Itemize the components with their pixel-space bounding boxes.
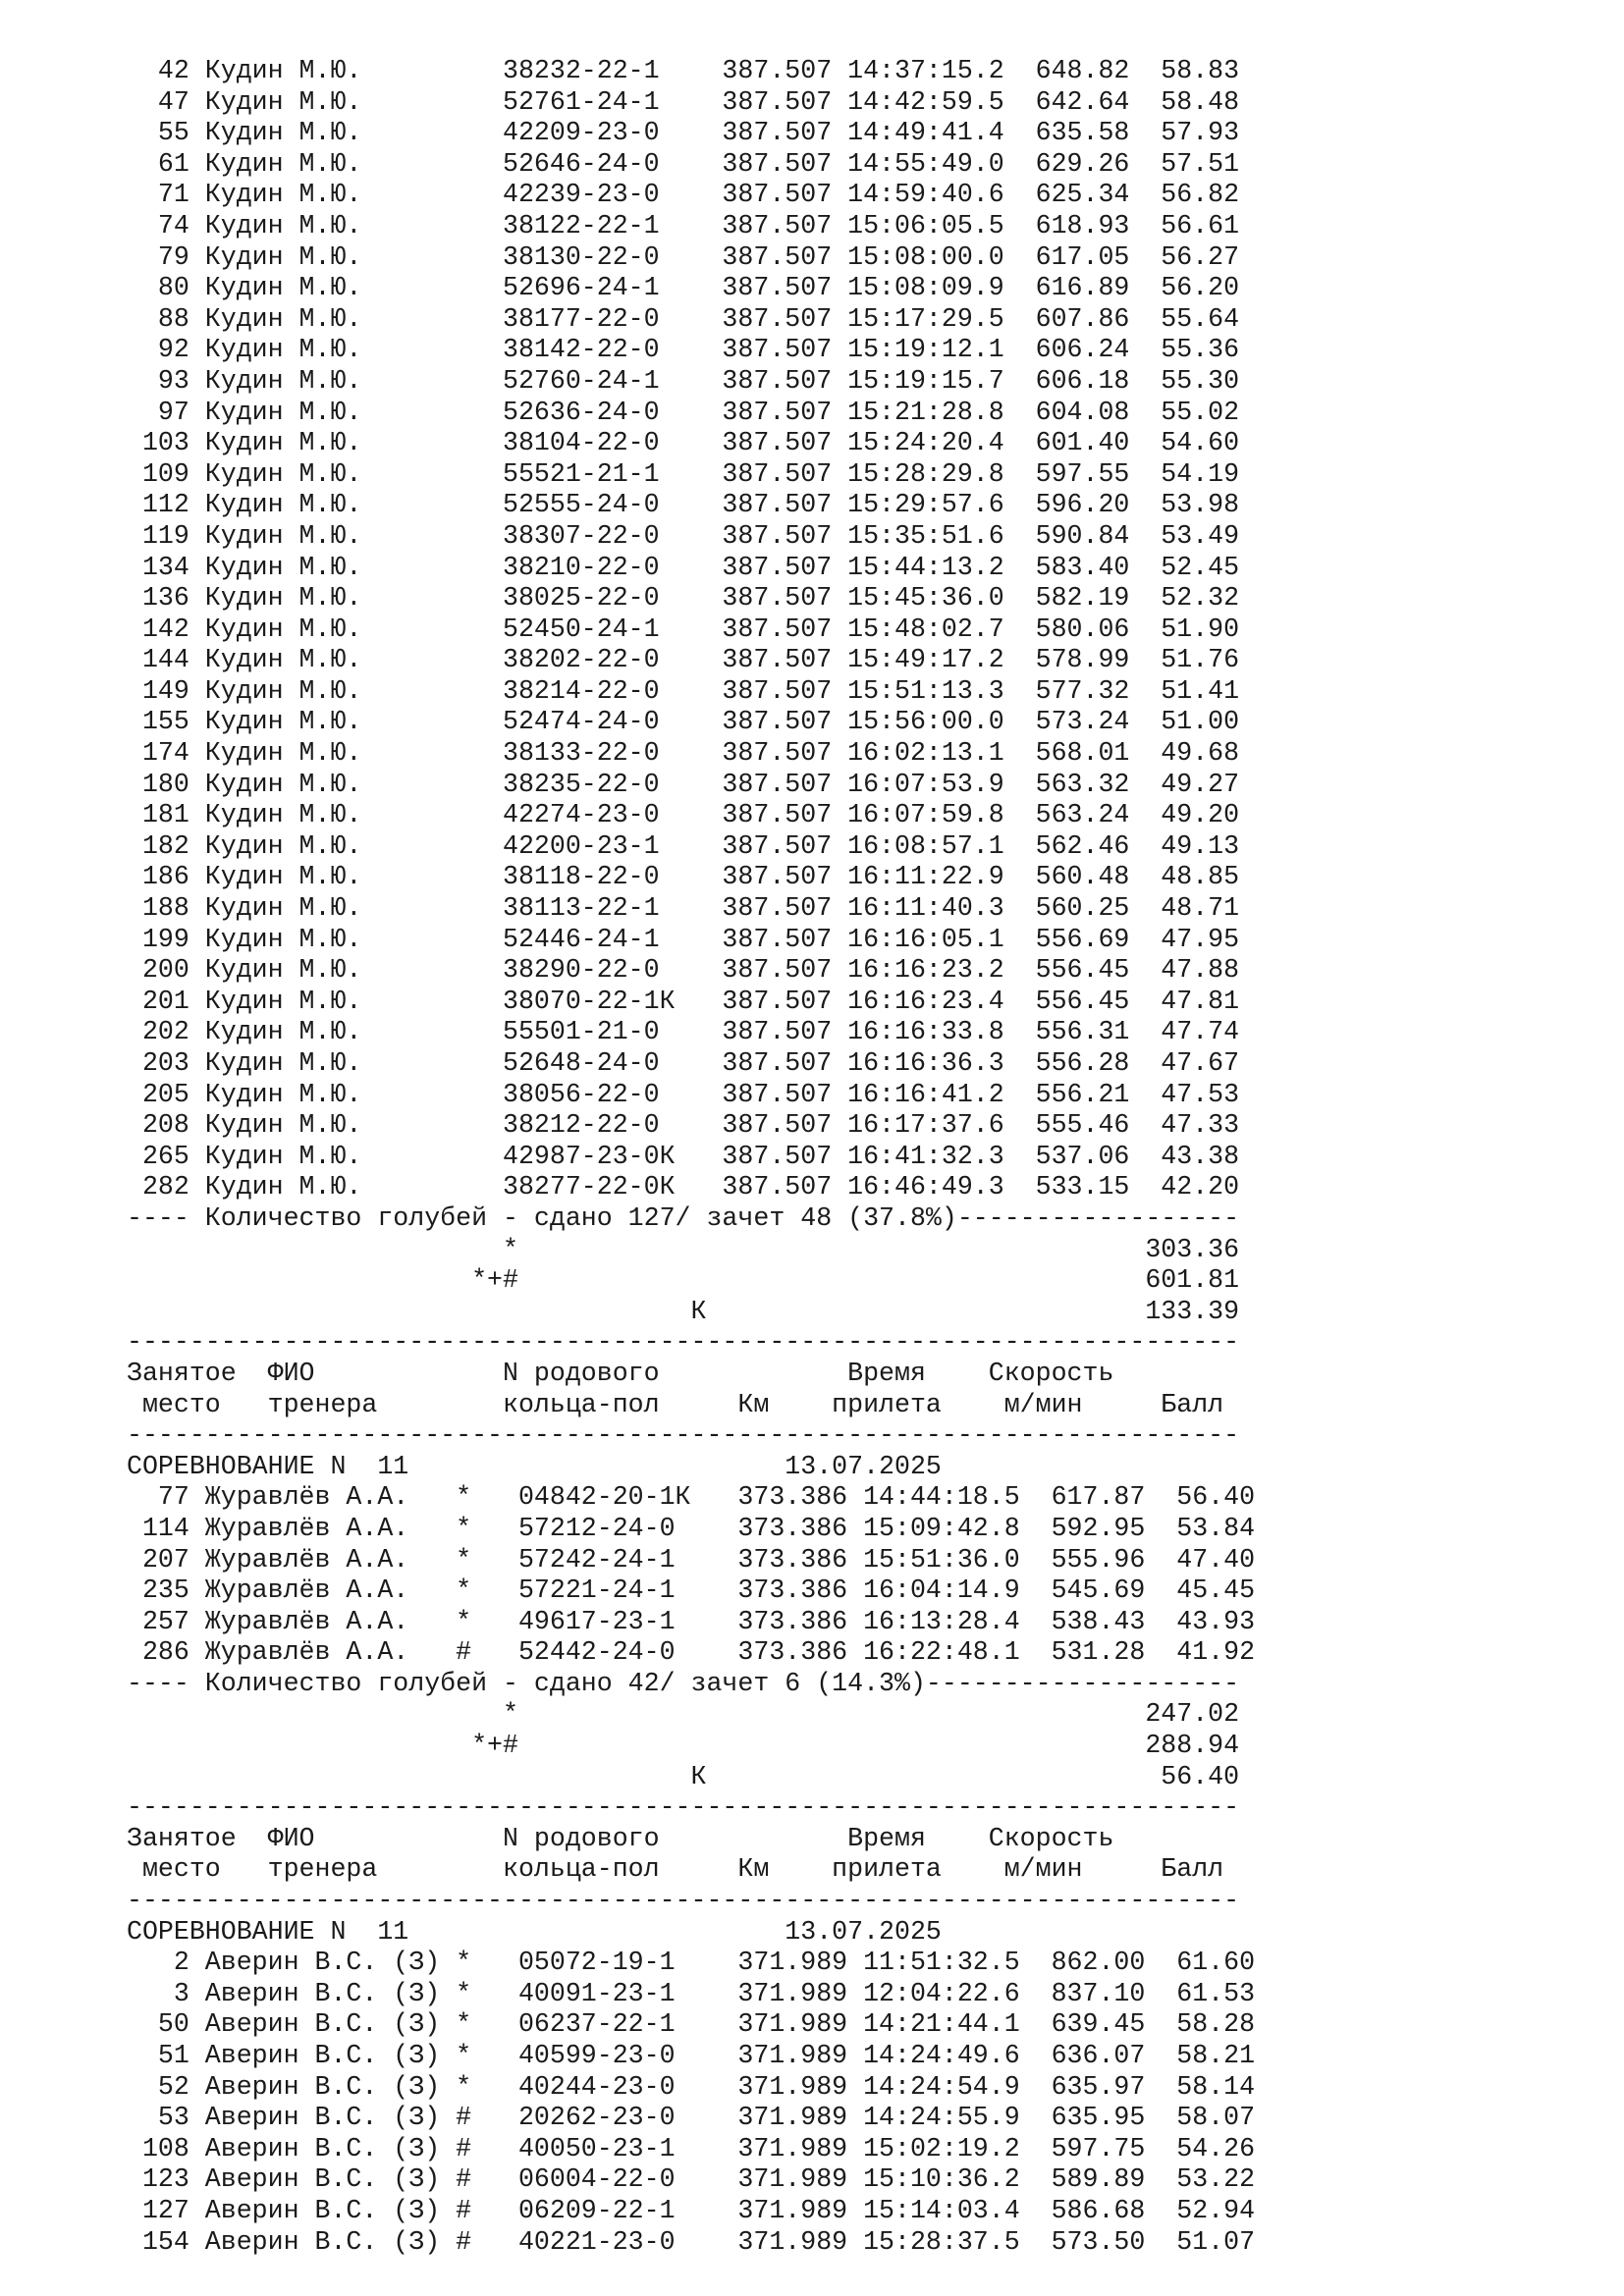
separator-line: -----------------------------------------------------------------------: [127, 1420, 1240, 1451]
result-row: 155 Кудин М.Ю. 52474-24-0 387.507 15:56:00.0 573.24 51.00: [127, 707, 1240, 737]
result-row: 80 Кудин М.Ю. 52696-24-1 387.507 15:08:09.9 616.89 56.20: [127, 273, 1240, 303]
result-row: 88 Кудин М.Ю. 38177-22-0 387.507 15:17:29.5 607.86 55.64: [127, 303, 1240, 334]
result-row: 61 Кудин М.Ю. 52646-24-0 387.507 14:55:49.0 629.26 57.51: [127, 148, 1240, 179]
result-row: 55 Кудин М.Ю. 42209-23-0 387.507 14:49:41.4 635.58 57.93: [127, 118, 1240, 148]
result-row: 201 Кудин М.Ю. 38070-22-1К 387.507 16:16:23.4 556.45 47.81: [127, 986, 1240, 1016]
column-header: место тренера кольца-пол Км прилета м/мин Балл: [127, 1389, 1224, 1419]
result-row: 149 Кудин М.Ю. 38214-22-0 387.507 15:51:13.3 577.32 51.41: [127, 675, 1240, 706]
result-row: 265 Кудин М.Ю. 42987-23-0К 387.507 16:41:32.3 537.06 43.38: [127, 1141, 1240, 1171]
results-printout: [127, 56, 1255, 2258]
result-row: 186 Кудин М.Ю. 38118-22-0 387.507 16:11:22.9 560.48 48.85: [127, 862, 1240, 892]
result-row: 144 Кудин М.Ю. 38202-22-0 387.507 15:49:17.2 578.99 51.76: [127, 645, 1240, 675]
result-row: 282 Кудин М.Ю. 38277-22-0К 387.507 16:46:49.3 533.15 42.20: [127, 1172, 1240, 1202]
summary-total-line: * 247.02: [127, 1699, 1240, 1730]
result-row: 47 Кудин М.Ю. 52761-24-1 387.507 14:42:59.5 642.64 58.48: [127, 86, 1240, 117]
separator-line: -----------------------------------------------------------------------: [127, 1886, 1240, 1916]
summary-total-line: *+# 288.94: [127, 1731, 1240, 1761]
result-row: 53 Аверин В.С. (З) # 20262-23-0 371.989 14:24:55.9 635.95 58.07: [127, 2103, 1256, 2133]
competition-header: СОРЕВНОВАНИЕ N 11 13.07.2025: [127, 1916, 942, 1947]
result-row: 79 Кудин М.Ю. 38130-22-0 387.507 15:08:00.0 617.05 56.27: [127, 241, 1240, 272]
result-row: 109 Кудин М.Ю. 55521-21-1 387.507 15:28:29.8 597.55 54.19: [127, 458, 1240, 489]
result-row: 52 Аверин В.С. (З) * 40244-23-0 371.989 14:24:54.9 635.97 58.14: [127, 2071, 1256, 2102]
result-row: 235 Журавлёв А.А. * 57221-24-1 373.386 16:04:14.9 545.69 45.45: [127, 1575, 1256, 1606]
result-row: 134 Кудин М.Ю. 38210-22-0 387.507 15:44:13.2 583.40 52.45: [127, 552, 1240, 582]
result-row: 199 Кудин М.Ю. 52446-24-1 387.507 16:16:05.1 556.69 47.95: [127, 924, 1240, 954]
result-row: 136 Кудин М.Ю. 38025-22-0 387.507 15:45:36.0 582.19 52.32: [127, 583, 1240, 614]
result-row: 123 Аверин В.С. (З) # 06004-22-0 371.989 15:10:36.2 589.89 53.22: [127, 2164, 1256, 2195]
result-row: 188 Кудин М.Ю. 38113-22-1 387.507 16:11:40.3 560.25 48.71: [127, 893, 1240, 924]
separator-line: -----------------------------------------------------------------------: [127, 1792, 1240, 1823]
result-row: 208 Кудин М.Ю. 38212-22-0 387.507 16:17:37.6 555.46 47.33: [127, 1110, 1240, 1141]
result-row: 257 Журавлёв А.А. * 49617-23-1 373.386 16:13:28.4 538.43 43.93: [127, 1606, 1256, 1636]
result-row: 207 Журавлёв А.А. * 57242-24-1 373.386 15:51:36.0 555.96 47.40: [127, 1544, 1256, 1575]
result-row: 51 Аверин В.С. (З) * 40599-23-0 371.989 14:24:49.6 636.07 58.21: [127, 2041, 1256, 2070]
result-row: 200 Кудин М.Ю. 38290-22-0 387.507 16:16:23.2 556.45 47.88: [127, 955, 1240, 986]
summary-total-line: * 303.36: [127, 1234, 1240, 1264]
column-header: место тренера кольца-пол Км прилета м/мин Балл: [127, 1854, 1224, 1885]
result-row: 93 Кудин М.Ю. 52760-24-1 387.507 15:19:15.7 606.18 55.30: [127, 365, 1240, 396]
result-row: 174 Кудин М.Ю. 38133-22-0 387.507 16:02:13.1 568.01 49.68: [127, 738, 1240, 769]
summary-count-line: ---- Количество голубей - сдано 42/ зачет 6 (14.3%)--------------------: [127, 1668, 1240, 1698]
result-row: 97 Кудин М.Ю. 52636-24-0 387.507 15:21:28.8 604.08 55.02: [127, 397, 1240, 427]
result-row: 50 Аверин В.С. (З) * 06237-22-1 371.989 14:21:44.1 639.45 58.28: [127, 2009, 1256, 2040]
summary-total-line: К 56.40: [127, 1761, 1240, 1791]
result-row: 114 Журавлёв А.А. * 57212-24-0 373.386 15:09:42.8 592.95 53.84: [127, 1513, 1256, 1543]
result-row: 286 Журавлёв А.А. # 52442-24-0 373.386 16:22:48.1 531.28 41.92: [127, 1637, 1256, 1668]
competition-header: СОРЕВНОВАНИЕ N 11 13.07.2025: [127, 1451, 942, 1481]
result-row: 108 Аверин В.С. (З) # 40050-23-1 371.989 15:02:19.2 597.75 54.26: [127, 2133, 1256, 2163]
result-row: 180 Кудин М.Ю. 38235-22-0 387.507 16:07:53.9 563.32 49.27: [127, 769, 1240, 799]
result-row: 127 Аверин В.С. (З) # 06209-22-1 371.989 15:14:03.4 586.68 52.94: [127, 2195, 1256, 2225]
result-row: 119 Кудин М.Ю. 38307-22-0 387.507 15:35:51.6 590.84 53.49: [127, 520, 1240, 551]
result-row: 2 Аверин В.С. (З) * 05072-19-1 371.989 11:51:32.5 862.00 61.60: [127, 1948, 1256, 1978]
result-row: 92 Кудин М.Ю. 38142-22-0 387.507 15:19:12.1 606.24 55.36: [127, 335, 1240, 365]
summary-total-line: К 133.39: [127, 1296, 1240, 1326]
result-row: 77 Журавлёв А.А. * 04842-20-1К 373.386 14:44:18.5 617.87 56.40: [127, 1482, 1256, 1513]
result-row: 74 Кудин М.Ю. 38122-22-1 387.507 15:06:05.5 618.93 56.61: [127, 210, 1240, 240]
result-row: 42 Кудин М.Ю. 38232-22-1 387.507 14:37:15.2 648.82 58.83: [127, 56, 1240, 85]
column-header: Занятое ФИО N родового Время Скорость: [127, 1823, 1114, 1853]
summary-total-line: *+# 601.81: [127, 1265, 1240, 1296]
summary-count-line: ---- Количество голубей - сдано 127/ зачет 48 (37.8%)------------------: [127, 1202, 1240, 1233]
result-row: 71 Кудин М.Ю. 42239-23-0 387.507 14:59:40.6 625.34 56.82: [127, 180, 1240, 210]
result-row: 112 Кудин М.Ю. 52555-24-0 387.507 15:29:57.6 596.20 53.98: [127, 490, 1240, 520]
result-row: 154 Аверин В.С. (З) # 40221-23-0 371.989 15:28:37.5 573.50 51.07: [127, 2226, 1256, 2257]
column-header: Занятое ФИО N родового Время Скорость: [127, 1358, 1114, 1388]
result-row: 142 Кудин М.Ю. 52450-24-1 387.507 15:48:02.7 580.06 51.90: [127, 614, 1240, 644]
result-row: 3 Аверин В.С. (З) * 40091-23-1 371.989 12:04:22.6 837.10 61.53: [127, 1978, 1256, 2008]
result-row: 205 Кудин М.Ю. 38056-22-0 387.507 16:16:41.2 556.21 47.53: [127, 1079, 1240, 1109]
result-row: 181 Кудин М.Ю. 42274-23-0 387.507 16:07:59.8 563.24 49.20: [127, 800, 1240, 830]
result-row: 203 Кудин М.Ю. 52648-24-0 387.507 16:16:36.3 556.28 47.67: [127, 1048, 1240, 1078]
result-row: 103 Кудин М.Ю. 38104-22-0 387.507 15:24:20.4 601.40 54.60: [127, 428, 1240, 458]
separator-line: -----------------------------------------------------------------------: [127, 1327, 1240, 1358]
result-row: 202 Кудин М.Ю. 55501-21-0 387.507 16:16:33.8 556.31 47.74: [127, 1017, 1240, 1047]
result-row: 182 Кудин М.Ю. 42200-23-1 387.507 16:08:57.1 562.46 49.13: [127, 830, 1240, 861]
